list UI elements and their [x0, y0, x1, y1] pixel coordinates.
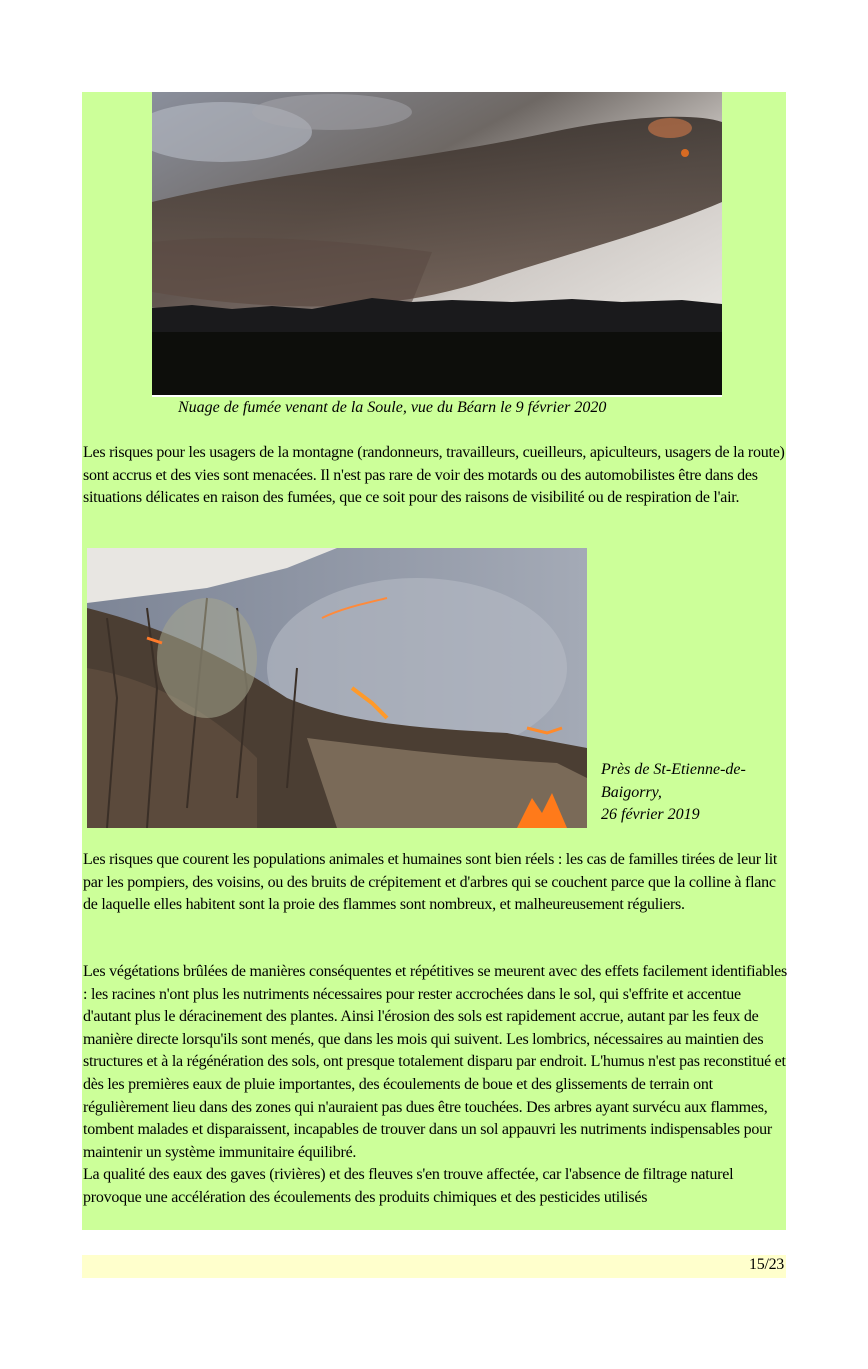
paragraph-text: Les végétations brûlées de manières conséquentes et répétitives se meurent avec des effets facilement identifiables : les racines n'ont plus les nutriments nécessaires pour rester accrochées dans le sol, qui s'effrite et accentue d'autant plus le déracinement des plantes. Ainsi l'érosion des sols est rapidement accrue, autant par les feux de manière directe lorsqu'ils sont menés, que dans les mois qui suivent. Les lombrics, nécessaires au maintien des structures et à la régénération des sols, ont presque totalement disparu par endroit. L'humus n'est pas reconstitué et dès les premières eaux de pluie importantes, des écoulements de boue et des glissements de terrain ont régulièrement lieu dans des zones qui n'auraient pas dues être touchées. Des arbres ayant survécu aux flammes, tombent malades et disparaissent, incapables de trouver dans un sol appauvri les nutriments indispensables pour maintenir un système immunitaire équilibré.: [83, 963, 787, 1161]
figure-caption: [601, 759, 781, 827]
caption-line: 26 février 2019: [601, 806, 700, 824]
hillside-fire-photo: [87, 548, 587, 828]
figure-caption: Nuage de fumée venant de la Soule, vue du Béarn le 9 février 2020: [178, 399, 607, 416]
page-number: 15/23: [749, 1256, 784, 1273]
page-footer: [82, 1255, 786, 1278]
paragraph: Les risques pour les usagers de la montagne (randonneurs, travailleurs, cueilleurs, apiculteurs, usagers de la route) sont accrus et des vies sont menacées. Il n'est pas rare de voir des motards ou des automobilistes être dans des situations délicates en raison des fumées, que ce soit pour des raisons de visibilité ou de respiration de l'air.: [83, 444, 785, 507]
caption-line: Baigorry,: [601, 783, 662, 801]
paragraph: [83, 961, 787, 1210]
caption-line: Près de St-Etienne-de-: [601, 761, 746, 778]
paragraph: Les risques que courent les populations animales et humaines sont bien réels : les cas de familles tirées de leur lit par les pompiers, des voisins, ou des bruits de crépitement et d'arbres qui se couchent parce que la colline à flanc de laquelle elles habitent sont la proie des flammes sont nombreux, et malheureusement réguliers.: [83, 851, 778, 914]
paragraph-text: La qualité des eaux des gaves (rivières) et des fleuves s'en trouve affectée, car l'absence de filtrage naturel provoque une accélération des écoulements des produits chimiques et des pesticides utilisés: [83, 1166, 734, 1206]
smoke-cloud-photo: [152, 92, 722, 397]
content-block: [82, 92, 786, 1230]
